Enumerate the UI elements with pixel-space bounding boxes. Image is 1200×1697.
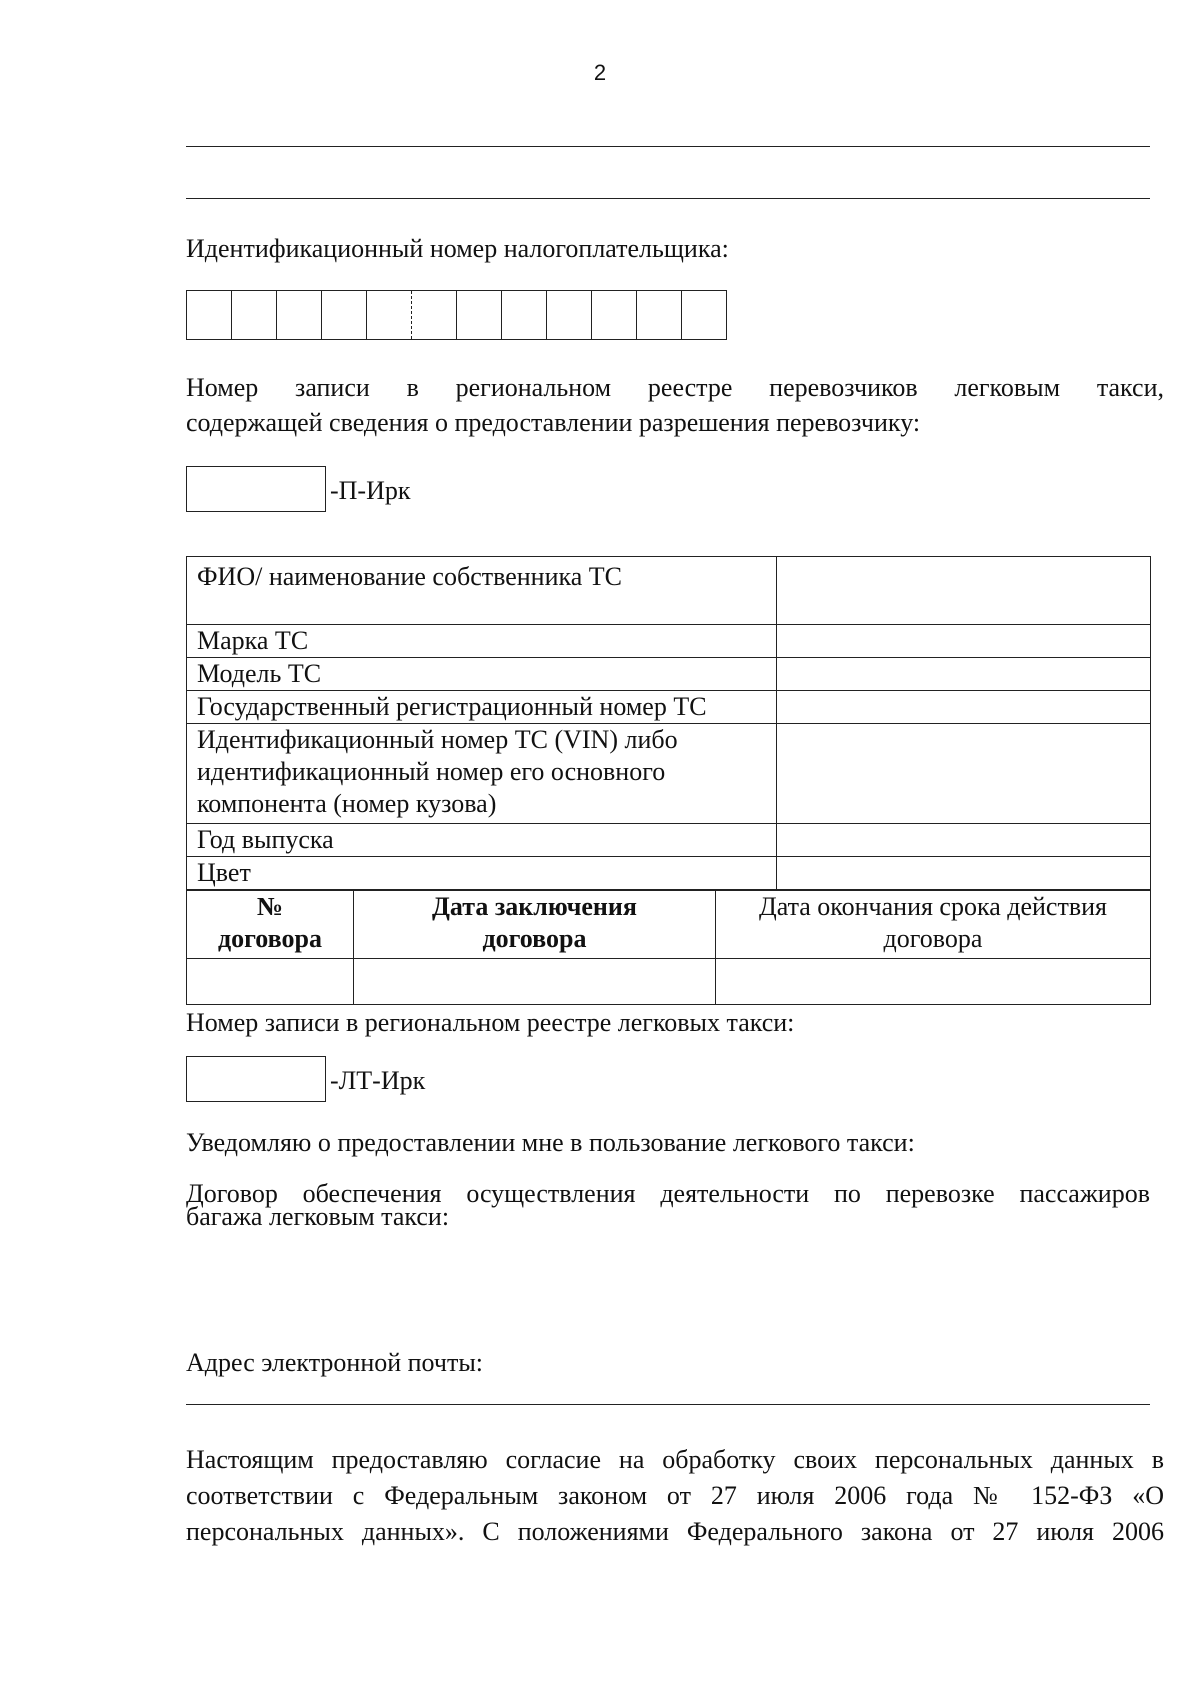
inn-cell[interactable]	[322, 291, 367, 339]
vehicle-year-value[interactable]	[777, 824, 1151, 857]
table-row	[187, 557, 1151, 625]
email-input-line[interactable]	[186, 1404, 1150, 1405]
contract-end-date-header: Дата окончания срока действия договора	[716, 891, 1151, 959]
row-label: ФИО/ наименование собственника ТС	[197, 562, 623, 591]
inn-input-boxes[interactable]	[186, 290, 727, 340]
carrier-registry-text-line1: Номер записи в региональном реестре перевозчиков легковым такси,	[186, 373, 1164, 402]
vehicle-owner-value[interactable]	[777, 557, 1151, 625]
table-row	[187, 691, 1151, 724]
vehicle-plate-value[interactable]	[777, 691, 1151, 724]
vehicle-plate-label	[187, 691, 777, 724]
notify-text: Уведомляю о предоставлении мне в пользование легкового такси:	[186, 1128, 915, 1157]
vehicle-owner-label	[187, 557, 777, 625]
vehicle-color-label	[187, 857, 777, 890]
row-label: Цвет	[197, 858, 251, 887]
row-label: Год выпуска	[197, 825, 334, 854]
vehicle-model-value[interactable]	[777, 658, 1151, 691]
contract-date-header: Дата заключения договора	[354, 891, 716, 959]
consent-text-line3: персональных данных». С положениями Федерального закона от 27 июля 2006	[186, 1517, 1164, 1546]
contract-table	[186, 890, 1151, 1005]
vehicle-color-value[interactable]	[777, 857, 1151, 890]
email-label: Адрес электронной почты:	[186, 1348, 484, 1377]
table-row	[187, 658, 1151, 691]
inn-cell[interactable]	[502, 291, 547, 339]
inn-cell[interactable]	[592, 291, 637, 339]
row-label: Идентификационный номер ТС (VIN) либо идентификационный номер его основного компонента (номер кузова)	[197, 725, 678, 818]
table-row	[187, 857, 1151, 890]
carrier-registry-number-input[interactable]	[186, 466, 326, 512]
contract-number-header: № договора	[187, 891, 354, 959]
consent-text-line1: Настоящим предоставляю согласие на обработку своих персональных данных в	[186, 1445, 1164, 1474]
table-row	[187, 724, 1151, 824]
table-row	[187, 824, 1151, 857]
vehicle-vin-label	[187, 724, 777, 824]
carrier-registry-suffix: -П-Ирк	[330, 476, 411, 505]
inn-cell[interactable]	[277, 291, 322, 339]
contract-date-cell[interactable]	[354, 959, 716, 1005]
contract-number-cell[interactable]	[187, 959, 354, 1005]
blank-line-2[interactable]	[186, 198, 1150, 199]
row-label: Модель ТС	[197, 659, 322, 688]
inn-label: Идентификационный номер налогоплательщика:	[186, 234, 729, 263]
inn-cell[interactable]	[232, 291, 277, 339]
inn-cell[interactable]	[547, 291, 592, 339]
blank-line-1[interactable]	[186, 146, 1150, 147]
inn-cell[interactable]	[187, 291, 232, 339]
carrier-registry-text-line2: содержащей сведения о предоставлении разрешения перевозчику:	[186, 408, 921, 437]
page-number: 2	[593, 60, 607, 85]
vehicle-vin-value[interactable]	[777, 724, 1151, 824]
table-row	[187, 891, 1151, 959]
inn-cell[interactable]	[637, 291, 682, 339]
vehicle-brand-label	[187, 625, 777, 658]
agreement-text-line2: багажа легковым такси:	[186, 1202, 450, 1231]
agreement-text-line1: Договор обеспечения осуществления деятельности по перевозке пассажиров	[186, 1179, 1150, 1208]
inn-cell[interactable]	[412, 291, 457, 339]
table-row	[187, 625, 1151, 658]
taxi-registry-number-input[interactable]	[186, 1056, 326, 1102]
contract-end-date-cell[interactable]	[716, 959, 1151, 1005]
inn-cell[interactable]	[457, 291, 502, 339]
row-label: Марка ТС	[197, 626, 309, 655]
vehicle-model-label	[187, 658, 777, 691]
vehicle-year-label	[187, 824, 777, 857]
row-label: Государственный регистрационный номер ТС	[197, 692, 707, 721]
vehicle-info-table	[186, 556, 1151, 890]
taxi-registry-suffix: -ЛТ-Ирк	[330, 1066, 426, 1095]
consent-text-line2: соответствии с Федеральным законом от 27 июля 2006 года № 152-ФЗ «О	[186, 1481, 1164, 1510]
vehicle-brand-value[interactable]	[777, 625, 1151, 658]
table-row	[187, 959, 1151, 1005]
taxi-registry-label: Номер записи в региональном реестре легковых такси:	[186, 1008, 795, 1037]
inn-cell[interactable]	[682, 291, 727, 339]
inn-cell[interactable]	[367, 291, 412, 339]
